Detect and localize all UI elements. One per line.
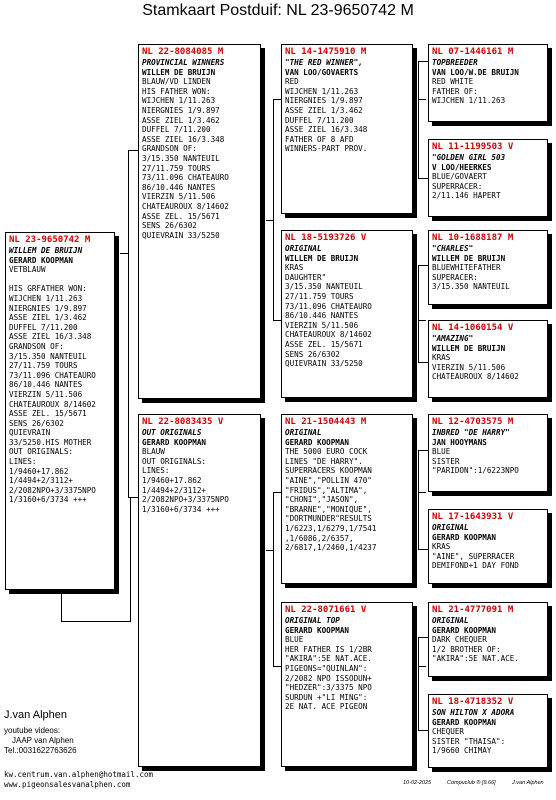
pedigree-card-sire-sire[interactable] [281, 44, 413, 214]
detail-line: BLUEWHITEFATHER [432, 263, 501, 273]
detail-line: 1/3160+6/3734 +++ [9, 495, 87, 505]
connector-line [418, 61, 428, 62]
detail-line: "AKIRA":5E NAT.ACE. [432, 654, 519, 664]
detail-line: PIGEONS="QUINLAN": [285, 663, 368, 673]
detail-line: NIERGNIES 1/9.897 [285, 96, 363, 106]
pigeon-name: ORIGINAL [285, 428, 322, 437]
ring-number: NL 10-1688187 M [432, 233, 514, 243]
owner-name: GERARD KOOPMAN [142, 437, 207, 447]
detail-line: SENS 26/6302 [285, 349, 340, 359]
owner-name: GERARD KOOPMAN [285, 437, 350, 447]
owner-name: GERARD KOOPMAN [432, 717, 497, 727]
detail-line: 2E NAT. ACE PIGEON [285, 702, 368, 712]
detail-line: CHATEAUROUX 8/14602 [142, 201, 229, 211]
connector-line [418, 61, 419, 179]
detail-line: VIERZIN 5/11.506 [432, 362, 506, 372]
pedigree-card-dam-sire[interactable] [281, 414, 413, 584]
details [285, 77, 409, 154]
detail-line: 2/2082NPO+3/3375NPO [142, 495, 229, 505]
pigeon-name: TOPBREEDER [432, 58, 478, 67]
connector-line [418, 320, 426, 321]
detail-line: SUPERRACER: [432, 181, 483, 191]
owner-name: WILLEM DE BRUIJN [432, 253, 506, 263]
detail-line: 1/9460+17.862 [142, 475, 202, 485]
detail-line: "CHONI","JASON", [285, 495, 359, 505]
pigeon-name: "AMAZING" [432, 334, 474, 343]
owner-name: GERARD KOOPMAN [432, 625, 497, 635]
detail-line: FATHER OF 8 AFD [285, 134, 354, 144]
detail-line: BLUE [285, 635, 304, 645]
owner-name: JAN HOOYMANS [432, 437, 487, 447]
pedigree-card-dss[interactable] [428, 414, 548, 492]
detail-line: ASSE ZIEL 1/3.462 [285, 105, 363, 115]
pigeon-name: ORIGINAL [285, 244, 322, 253]
detail-line: "DORTMUNDER"RESULTS [285, 514, 372, 524]
connector-line [418, 730, 428, 731]
pedigree-card-subject[interactable] [5, 232, 115, 590]
telephone: Tel.:0031622763626 [4, 746, 77, 755]
details [142, 77, 257, 240]
detail-line: WINNERS-PART PROV. [285, 144, 368, 154]
connector-line [128, 150, 138, 151]
detail-line: SURDUN +"LI MING": [285, 692, 368, 702]
ring-number: NL 18-5193726 V [285, 233, 367, 243]
detail-line: HIS GRFATHER WON: [9, 284, 87, 294]
detail-line: ,1/6086,2/6357, [285, 533, 354, 543]
connector-line [128, 150, 129, 498]
owner-name: WILLEM DE BRUIJN [432, 343, 506, 353]
details [142, 447, 257, 514]
detail-line: SUPERACER: [432, 272, 478, 282]
connector-line [273, 492, 274, 667]
detail-line: 2/6817,1/2460,1/4237 [285, 543, 377, 553]
ring-number: NL 23-9650742 M [9, 235, 91, 245]
connector-line [273, 99, 274, 321]
detail-line: ASSE ZIEL 1/3.462 [9, 313, 87, 323]
owner-name: WILLEM DE BRUIJN [142, 67, 216, 77]
pedigree-card-sdd[interactable] [428, 320, 548, 398]
detail-line [9, 275, 111, 285]
detail-line: 1/3160+6/3734 +++ [142, 504, 220, 514]
detail-line: WIJCHEN 1/11.263 [285, 86, 359, 96]
pedigree-card-ssd[interactable] [428, 139, 548, 217]
detail-line: DEMIFOND+1 DAY FOND [432, 561, 519, 571]
detail-line: 1/6223,1/6279,1/7541 [285, 523, 377, 533]
youtube-label: youtube videos: [4, 726, 61, 735]
detail-line: ASSE ZIEL 16/3.348 [9, 332, 92, 342]
pedigree-card-sire-dam[interactable] [281, 230, 413, 398]
detail-line: 86/10.446 NANTES [142, 182, 216, 192]
connector-line [418, 549, 428, 550]
detail-line: 2/11.146 HAPERT [432, 191, 501, 201]
detail-line: 2/2082 NPO ISSODUN+ [285, 673, 372, 683]
owner-name: GERARD KOOPMAN [432, 532, 497, 542]
detail-line: BLAUW/VD LINDEN [142, 77, 211, 87]
detail-line: 3/15.350 NANTEUIL [285, 282, 363, 292]
ring-number: NL 14-1060154 V [432, 323, 514, 333]
pedigree-card-dds[interactable] [428, 602, 548, 677]
pigeon-name: OUT ORIGINALS [142, 428, 202, 437]
detail-line: "PARIDON":1/6223NPO [432, 466, 519, 476]
detail-line: ASSE ZIEL 16/3.348 [142, 134, 225, 144]
detail-line: DUFFEL 7/11.200 [142, 125, 211, 135]
detail-line: 1/4494+2/3112+ [9, 476, 74, 486]
ring-number: NL 12-4703575 M [432, 417, 514, 427]
pedigree-card-sire[interactable] [138, 44, 261, 399]
connector-line [418, 99, 426, 100]
detail-line: KRAS [432, 353, 451, 363]
detail-line: "HEDZER":3/3375 NPO [285, 683, 372, 693]
detail-line: BLUE [432, 447, 451, 457]
detail-line: 3/15.350 NANTEUIL [432, 282, 510, 292]
pigeon-name: "GOLDEN GIRL 503 [432, 153, 506, 162]
ring-number: NL 07-1446161 M [432, 47, 514, 57]
ring-number: NL 21-4777091 M [432, 605, 514, 615]
detail-line: 73/11.096 CHATEAURO [9, 370, 96, 380]
detail-line: 27/11.759 TOURS [285, 291, 354, 301]
detail-line: DUFFEL 7/11.200 [9, 322, 78, 332]
page-title: Stamkaart Postduif: NL 23-9650742 M [142, 2, 414, 19]
pedigree-card-dsd[interactable] [428, 509, 548, 584]
connector-line [418, 265, 419, 363]
detail-line: VIERZIN 5/11.506 [285, 320, 359, 330]
detail-line: HER FATHER IS 1/2BR [285, 644, 372, 654]
owner-name: GERARD KOOPMAN [285, 625, 350, 635]
pigeon-name: PROVINCIAL WINNERS [142, 58, 225, 67]
owner-name: GERARD KOOPMAN [9, 255, 74, 265]
connector-line [130, 497, 131, 622]
owner-name: VAN LOO/W.DE BRUIJN [432, 67, 519, 77]
detail-line: CHATEAUROUX 8/14602 [9, 399, 96, 409]
pigeon-name: ORIGINAL [432, 616, 469, 625]
pedigree-card-sds[interactable] [428, 230, 548, 305]
owner-name: V LOO/HEERKES [432, 162, 492, 172]
detail-line: CHATEAUROUX 8/14602 [285, 330, 372, 340]
detail-line: ASSE ZEL. 15/5671 [9, 409, 87, 419]
detail-line: 27/11.759 TOURS [9, 361, 78, 371]
detail-line: NIERGNIES 1/9.897 [9, 303, 87, 313]
detail-line: 3/15.350 NANTEUIL [9, 351, 87, 361]
pigeon-name: ORIGINAL [432, 523, 469, 532]
detail-line: OUT ORIGINALS: [9, 447, 74, 457]
detail-line: SENS 26/6302 [142, 221, 197, 231]
connector-line [61, 591, 62, 621]
detail-line: 73/11.096 CHATEAURO [142, 173, 229, 183]
connector-line [418, 450, 428, 451]
detail-line: WIJCHEN 1/11.263 [142, 96, 216, 106]
email-link[interactable]: kw.centrum.van.alphen@hotmail.com [4, 770, 154, 779]
detail-line: BLUE/GOVAERT [432, 172, 487, 182]
detail-line: OUT ORIGINALS: [142, 456, 207, 466]
details [285, 635, 409, 712]
detail-line: KRAS [285, 263, 304, 273]
detail-line: THE 5000 EURO COCK [285, 447, 368, 457]
pigeon-name: "THE RED WINNER", [285, 58, 363, 67]
detail-line: ASSE ZEL. 15/5671 [285, 339, 363, 349]
print-date: 10-02-2025 [403, 780, 432, 786]
pedigree-card-sss[interactable] [428, 44, 548, 122]
pigeon-name: INBRED "DE HARRY" [432, 428, 510, 437]
detail-line: DARK CHEQUER [432, 635, 487, 645]
connector-line [418, 637, 419, 731]
detail-line: HIS FATHER WON: [142, 86, 211, 96]
pedigree-card-ddd[interactable] [428, 694, 548, 768]
connector-line [418, 178, 428, 179]
ring-number: NL 18-4718352 V [432, 697, 514, 707]
ring-number: NL 11-1199503 V [432, 142, 514, 152]
detail-line: ASSE ZIEL 16/3.348 [285, 125, 368, 135]
detail-line: VETBLAUW [9, 265, 46, 275]
program-name: Compuclub ® [9.66] [447, 780, 496, 786]
detail-line: SUPERRACERS KOOPMAN [285, 466, 372, 476]
detail-line: CHEQUER [432, 727, 465, 737]
pedigree-card-dam[interactable] [138, 414, 261, 767]
pigeon-name: SON HILTON X ADORA [432, 708, 515, 717]
detail-line: VIERZIN 5/11.506 [142, 192, 216, 202]
detail-line: WIJCHEN 1/11.263 [432, 96, 506, 106]
detail-line: WIJCHEN 1/11.263 [9, 293, 83, 303]
detail-line: DAUGHTER" [285, 272, 327, 282]
detail-line: BLAUW [142, 447, 165, 457]
detail-line: 86/10.446 NANTES [9, 380, 83, 390]
detail-line: 1/4494+2/3112+ [142, 485, 207, 495]
detail-line: ASSE ZIEL 1/3.462 [142, 115, 220, 125]
detail-line: 1/9660 CHIMAY [432, 746, 492, 756]
detail-line: "FRIDUS","ALTIMA", [285, 485, 368, 495]
breeder-name: J.van Alphen [4, 709, 67, 721]
author-name: J.van Alphen [512, 780, 544, 786]
detail-line: 33/5250.HIS MOTHER [9, 437, 92, 447]
detail-line: LINES "DE HARRY". [285, 456, 363, 466]
detail-line: NIERGNIES 1/9.897 [142, 105, 220, 115]
details [285, 447, 409, 553]
connector-line [273, 666, 281, 667]
detail-line: SISTER "THAISA": [432, 736, 506, 746]
youtube-channel[interactable]: JAAP van Alphen [12, 736, 74, 745]
connector-line [273, 99, 281, 100]
detail-line: 1/9460+17.862 [9, 466, 69, 476]
detail-line: RED WHITE [432, 77, 474, 87]
detail-line: 27/11.759 TOURS [142, 163, 211, 173]
detail-line: GRANDSON OF: [142, 144, 197, 154]
detail-line: QUIEVRAIN 33/5250 [142, 230, 220, 240]
detail-line: 2/2082NPO+3/3375NPO [9, 485, 96, 495]
detail-line: 3/15.350 NANTEUIL [142, 153, 220, 163]
connector-line [120, 253, 128, 254]
owner-name: WILLEM DE BRUIJN [285, 253, 359, 263]
pedigree-card-dam-dam[interactable] [281, 602, 413, 767]
owner-name: VAN LOO/GOVAERTS [285, 67, 359, 77]
detail-line: DUFFEL 7/11.200 [285, 115, 354, 125]
detail-line: KRAS [432, 542, 451, 552]
detail-line: "AINE","POLLIN 470" [285, 475, 372, 485]
detail-line: 86/10.446 NANTES [285, 311, 359, 321]
detail-line: 73/11.096 CHATEAURO [285, 301, 372, 311]
detail-line: GRANDSON OF: [9, 341, 64, 351]
website-link[interactable]: www.pigeonsalesvanalphen.com [4, 780, 131, 789]
connector-line [418, 637, 428, 638]
connector-line [418, 666, 426, 667]
pigeon-name: WILLEM DE BRUIJN [9, 246, 83, 255]
connector-line [273, 492, 281, 493]
pigeon-name: "CHARLES" [432, 244, 474, 253]
pigeon-name: ORIGINAL TOP [285, 616, 340, 625]
connector-line [418, 362, 428, 363]
ring-number: NL 22-8083435 V [142, 417, 224, 427]
detail-line: SISTER [432, 456, 460, 466]
detail-line: ASSE ZEL. 15/5671 [142, 211, 220, 221]
detail-line: "BRARNE","MONIQUE", [285, 504, 372, 514]
detail-line: 1/2 BROTHER OF: [432, 644, 501, 654]
connector-line [273, 320, 281, 321]
connector-line [418, 450, 419, 550]
ring-number: NL 21-1504443 M [285, 417, 367, 427]
detail-line: RED [285, 77, 299, 87]
detail-line: LINES: [142, 466, 170, 476]
detail-line: "AINE", SUPERRACER [432, 551, 515, 561]
details [9, 265, 111, 505]
ring-number: NL 14-1475910 M [285, 47, 367, 57]
connector-line [61, 621, 130, 622]
detail-line: LINES: [9, 457, 37, 467]
detail-line: CHATEAUROUX 8/14602 [432, 372, 519, 382]
ring-number: NL 22-8084085 M [142, 47, 224, 57]
detail-line: "AKIRA":5E NAT.ACE. [285, 654, 372, 664]
connector-line [418, 265, 428, 266]
detail-line: FATHER OF: [432, 86, 478, 96]
detail-line: VIERZIN 5/11.506 [9, 389, 83, 399]
connector-line [418, 492, 426, 493]
detail-line: QUIEVRAIN [9, 428, 51, 438]
details [285, 263, 409, 369]
detail-line: QUIEVRAIN 33/5250 [285, 359, 363, 369]
ring-number: NL 22-8071661 V [285, 605, 367, 615]
ring-number: NL 17-1643931 V [432, 512, 514, 522]
detail-line: SENS 26/6302 [9, 418, 64, 428]
